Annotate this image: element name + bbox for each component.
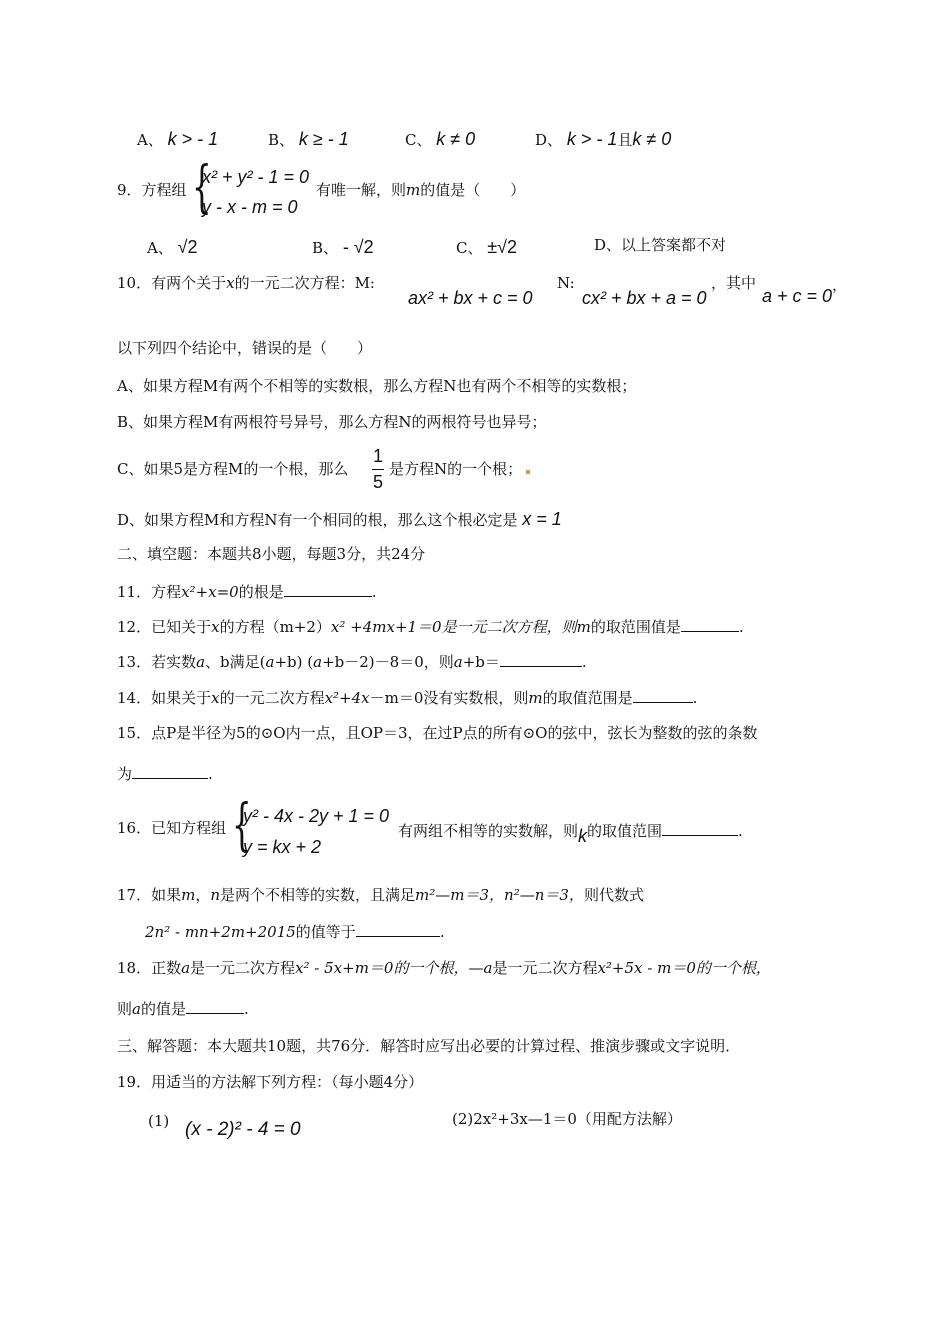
q11-a: 11．方程 — [117, 583, 182, 601]
q8-option-b-label: B、 — [268, 131, 295, 149]
q11-d: . — [371, 583, 377, 601]
q15-line2b: . — [208, 765, 213, 783]
q17-e1: m²—m＝3， — [415, 886, 505, 904]
q13-f: a — [313, 653, 323, 671]
q14-blank[interactable] — [633, 702, 693, 703]
q8-option-a-expr: k > - 1 — [167, 129, 219, 149]
q13-e: +b) ( — [274, 653, 314, 671]
q12-f: 的取范围值是 — [590, 618, 681, 636]
q18-line2c: 的值是 — [140, 1000, 186, 1018]
q18-e: a — [483, 959, 493, 977]
q14-g: 的取值范围是 — [542, 689, 633, 707]
q8-option-d-label: D、 — [535, 131, 563, 149]
q8-option-b — [268, 130, 349, 148]
q8-option-a-label: A、 — [137, 131, 163, 149]
q8-option-c — [405, 130, 475, 148]
q16-d: . — [738, 822, 743, 840]
q17-var-n: n — [210, 886, 221, 904]
q8-option-d-mid: 且 — [617, 131, 633, 149]
q19-part1-label: (1) — [148, 1112, 170, 1130]
q9-option-c — [456, 238, 517, 256]
q13-c: 、b满足( — [205, 653, 266, 671]
q17-line2c: . — [439, 923, 445, 941]
q9-option-d: D、以上答案都不对 — [594, 236, 727, 254]
q12-a: 12．已知关于 — [117, 618, 212, 636]
q10-stem — [117, 276, 375, 291]
q18-g: x²+5x - m＝0的一个根， — [597, 959, 771, 977]
q10-stem-a: 的一元二次方程：M: — [234, 274, 375, 292]
q8-option-d — [535, 130, 671, 148]
q16-brace: { — [232, 793, 252, 858]
q10-option-c-b — [389, 462, 530, 477]
q10-fraction-bar — [372, 469, 384, 470]
q9-option-a-expr: √2 — [177, 237, 198, 257]
q10-option-d — [117, 510, 562, 528]
q13-g: +b－2)－8＝0，则 — [322, 653, 454, 671]
q8-option-c-label: C、 — [405, 131, 432, 149]
q8-option-d-expr1: k > - 1 — [566, 129, 618, 149]
q12-b: x — [211, 618, 220, 636]
q10-label-n: N: — [557, 274, 575, 292]
q9-stem-b: 的值是（ ） — [420, 181, 526, 199]
q15-line2a: 为 — [117, 765, 133, 783]
q18-line1 — [117, 961, 771, 976]
q16-c: 的取值范围 — [587, 822, 663, 840]
q18-a: 18．正数 — [117, 959, 182, 977]
q9-option-a — [147, 238, 198, 256]
q19-part2: (2)2x²+3x—1＝0（用配方法解） — [452, 1110, 682, 1128]
q17-line1a: 17．如果 — [117, 886, 182, 904]
q13-b: a — [196, 653, 206, 671]
q17-blank[interactable] — [356, 936, 440, 937]
q13 — [117, 655, 587, 670]
q9-option-c-label: C、 — [456, 239, 483, 257]
q16-blank[interactable] — [662, 835, 738, 836]
q18-b: a — [181, 959, 191, 977]
q17-line2a: 2n² - mn+2m+2015 — [145, 923, 296, 941]
q8-option-c-expr: k ≠ 0 — [436, 129, 476, 149]
q14 — [117, 691, 697, 706]
q8-option-b-expr: k ≥ - 1 — [298, 129, 349, 149]
q9-stem-a: 有唯一解，则 — [316, 181, 407, 199]
q18-blank[interactable] — [186, 1013, 244, 1014]
q17-var-m: m — [181, 886, 196, 904]
q18-line2d: . — [243, 1000, 249, 1018]
q9-brace: { — [192, 155, 212, 220]
q14-c: 的一元二次方程 — [219, 689, 325, 707]
q15-line1: 15．点P是半径为5的⊙O内一点，且OP＝3，在过P点的所有⊙O的弦中，弦长为整数的弦的条数 — [117, 724, 758, 742]
q18-f: 是一元二次方程 — [492, 959, 598, 977]
q17-line2b: 的值等于 — [295, 923, 356, 941]
q12-c: 的方程（m+2） — [219, 618, 331, 636]
q10-line2: 以下列四个结论中，错误的是（ ） — [117, 339, 373, 357]
q16-equation-2: y = kx + 2 — [243, 837, 322, 857]
q15-blank[interactable] — [132, 778, 208, 779]
q10-fraction-denominator: 5 — [372, 472, 383, 492]
q12-g: . — [738, 618, 744, 636]
q14-d: x²+4x — [324, 689, 370, 707]
q17-line1c: 是两个不相等的实数，且满足 — [220, 886, 416, 904]
q10-condition: a + c = 0 — [762, 286, 833, 306]
q9-option-b-label: B、 — [312, 239, 339, 257]
q12 — [117, 620, 744, 635]
q9-stem — [316, 183, 525, 198]
q10-option-a: A、如果方程M有两个不相等的实数根，那么方程N也有两个不相等的实数根； — [117, 377, 637, 395]
q10-option-d-expr: x = 1 — [522, 509, 562, 529]
q11-blank[interactable] — [284, 596, 372, 597]
q10-option-d-text: D、如果方程M和方程N有一个相同的根，那么这个根必定是 — [117, 511, 518, 529]
q10-number: 10．有两个关于 — [117, 274, 227, 292]
q16-var-k: k — [578, 826, 588, 846]
q18-line2b: a — [132, 1000, 141, 1018]
q16-b: 有两组不相等的实数解，则 — [398, 822, 579, 840]
q11-c: 的根是 — [238, 583, 284, 601]
marker-dot — [526, 470, 530, 474]
q9-var-m: m — [406, 181, 421, 199]
q10-option-c-b-text: 是方程N的一个根； — [389, 460, 523, 478]
q11-b: x²+x=0 — [181, 583, 239, 601]
q15-line2 — [117, 767, 213, 782]
q10-equation-n: cx² + bx + a = 0 — [582, 288, 707, 308]
q16-stem-b — [398, 821, 743, 846]
q9-equation-2: y - x - m = 0 — [202, 197, 298, 217]
q17-line1b: ， — [195, 886, 211, 904]
q13-j: . — [581, 653, 587, 671]
q12-d: x² +4mx+1＝0是一元二次方程，则 — [330, 618, 577, 636]
q8-option-a — [137, 130, 218, 148]
q13-blank[interactable] — [500, 666, 582, 667]
q18-line2 — [117, 1002, 249, 1017]
q13-i: +b＝ — [462, 653, 500, 671]
q13-h: a — [453, 653, 463, 671]
q16-stem-a: 16．已知方程组 — [117, 819, 227, 837]
q10-equation-m: ax² + bx + c = 0 — [408, 288, 533, 308]
q12-blank[interactable] — [681, 631, 739, 632]
q13-a: 13．若实数 — [117, 653, 197, 671]
q10-option-b: B、如果方程M有两根符号异号，那么方程N的两根符号也异号； — [117, 413, 547, 431]
q17-line2 — [145, 925, 445, 940]
section-2-heading: 二、填空题：本题共8小题，每题3分，共24分 — [117, 545, 426, 563]
q10-mid: ，其中 — [711, 274, 757, 292]
q14-h: . — [692, 689, 698, 707]
q14-b: x — [211, 689, 220, 707]
q10-fraction-numerator: 1 — [372, 446, 383, 466]
q18-line2a: 则 — [117, 1000, 133, 1018]
q9-number: 9．方程组 — [117, 181, 187, 199]
q19-part1-expr: (x - 2)² - 4 = 0 — [185, 1119, 301, 1140]
q9-option-b — [312, 238, 374, 256]
q9-option-c-expr: ±√2 — [487, 237, 518, 257]
q10-option-c-a: C、如果5是方程M的一个根，那么 — [117, 460, 349, 478]
section-3-heading: 三、解答题：本大题共10题，共76分．解答时应写出必要的计算过程、推演步骤或文字说明． — [117, 1037, 741, 1055]
q17-line1 — [117, 888, 644, 903]
q10-option-c-fraction — [369, 446, 387, 493]
q13-d: a — [265, 653, 275, 671]
q12-e: m — [576, 618, 591, 636]
q14-f: m — [528, 689, 543, 707]
q19-title: 19．用适当的方法解下列方程：（每小题4分） — [117, 1073, 424, 1091]
q9-option-a-label: A、 — [147, 239, 173, 257]
q11 — [117, 585, 377, 600]
q8-option-d-expr2: k ≠ 0 — [632, 129, 672, 149]
q16-equation-1: y² - 4x - 2y + 1 = 0 — [243, 806, 390, 826]
q18-d: x² - 5x+m＝0的一个根，— — [295, 959, 484, 977]
q10-comma: ， — [832, 276, 848, 294]
q14-e: －m＝0没有实数根，则 — [369, 689, 529, 707]
q17-e2: n²—n＝3， — [504, 886, 584, 904]
q14-a: 14．如果关于 — [117, 689, 212, 707]
q9-option-b-expr: - √2 — [342, 237, 374, 257]
q18-c: 是一元二次方程 — [190, 959, 296, 977]
q17-line1d: 则代数式 — [583, 886, 644, 904]
q9-equation-1: x² + y² - 1 = 0 — [202, 167, 310, 187]
q10-var-x: x — [226, 274, 235, 292]
